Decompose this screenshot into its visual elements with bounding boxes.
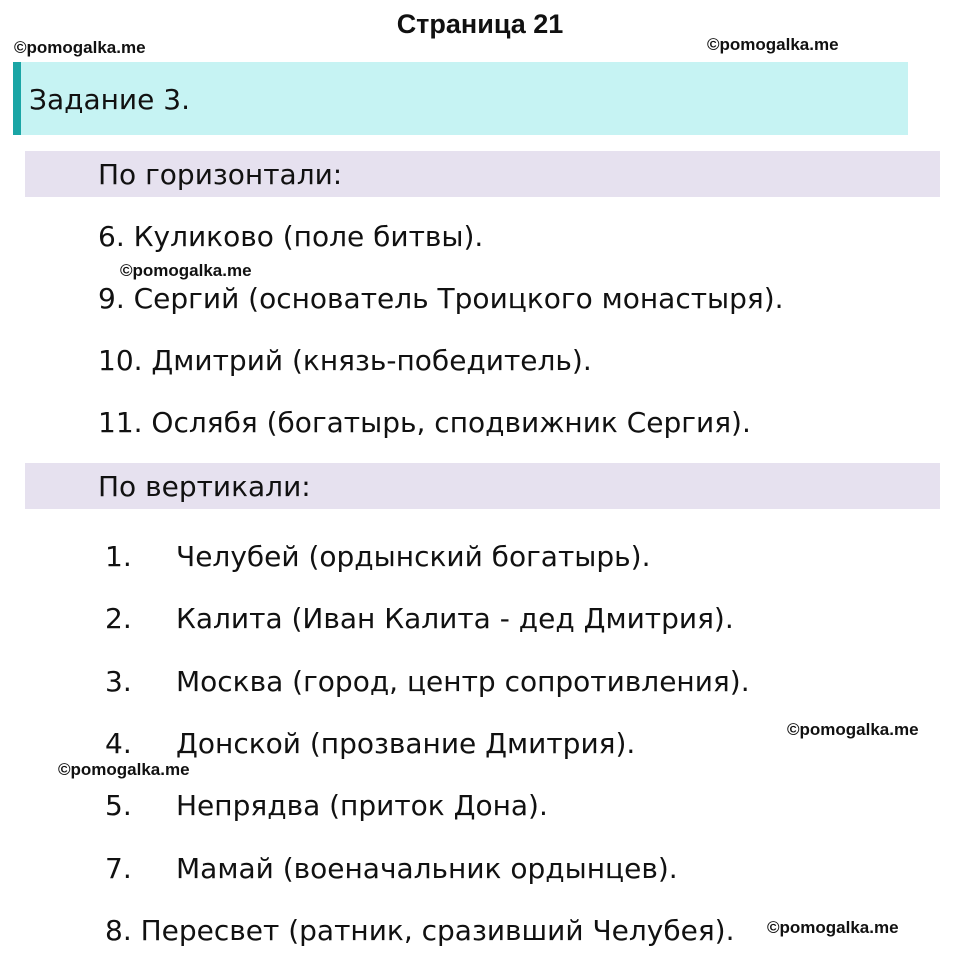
task-title: Задание 3. (29, 83, 190, 116)
list-item: 8. Пересвет (ратник, сразивший Челубея). (105, 914, 735, 947)
watermark: ©pomogalka.me (767, 918, 899, 937)
list-item-number: 2. (105, 602, 132, 635)
list-item-number: 5. (105, 789, 132, 822)
list-item: 9. Сергий (основатель Троицкого монастыря). (98, 282, 784, 315)
list-item: 6. Куликово (поле битвы). (98, 220, 484, 253)
watermark: ©pomogalka.me (58, 760, 190, 779)
list-item: 11. Ослябя (богатырь, сподвижник Сергия). (98, 406, 751, 439)
list-item-number: 4. (105, 727, 132, 760)
list-item: 10. Дмитрий (князь-победитель). (98, 344, 592, 377)
list-item: Москва (город, центр сопротивления). (176, 665, 750, 698)
list-item-number: 1. (105, 540, 132, 573)
list-item: Непрядва (приток Дона). (176, 789, 548, 822)
list-item: Мамай (военачальник ордынцев). (176, 852, 678, 885)
section-heading-horizontal: По горизонтали: (98, 158, 343, 191)
watermark: ©pomogalka.me (120, 261, 252, 280)
watermark: ©pomogalka.me (14, 38, 146, 57)
section-heading-vertical: По вертикали: (98, 470, 311, 503)
list-item: Калита (Иван Калита - дед Дмитрия). (176, 602, 734, 635)
watermark: ©pomogalka.me (707, 35, 839, 54)
watermark: ©pomogalka.me (787, 720, 919, 739)
page-title: Страница 21 (396, 9, 564, 39)
list-item: Донской (прозвание Дмитрия). (176, 727, 636, 760)
list-item: Челубей (ордынский богатырь). (176, 540, 651, 573)
list-item-number: 3. (105, 665, 132, 698)
list-item-number: 7. (105, 852, 132, 885)
